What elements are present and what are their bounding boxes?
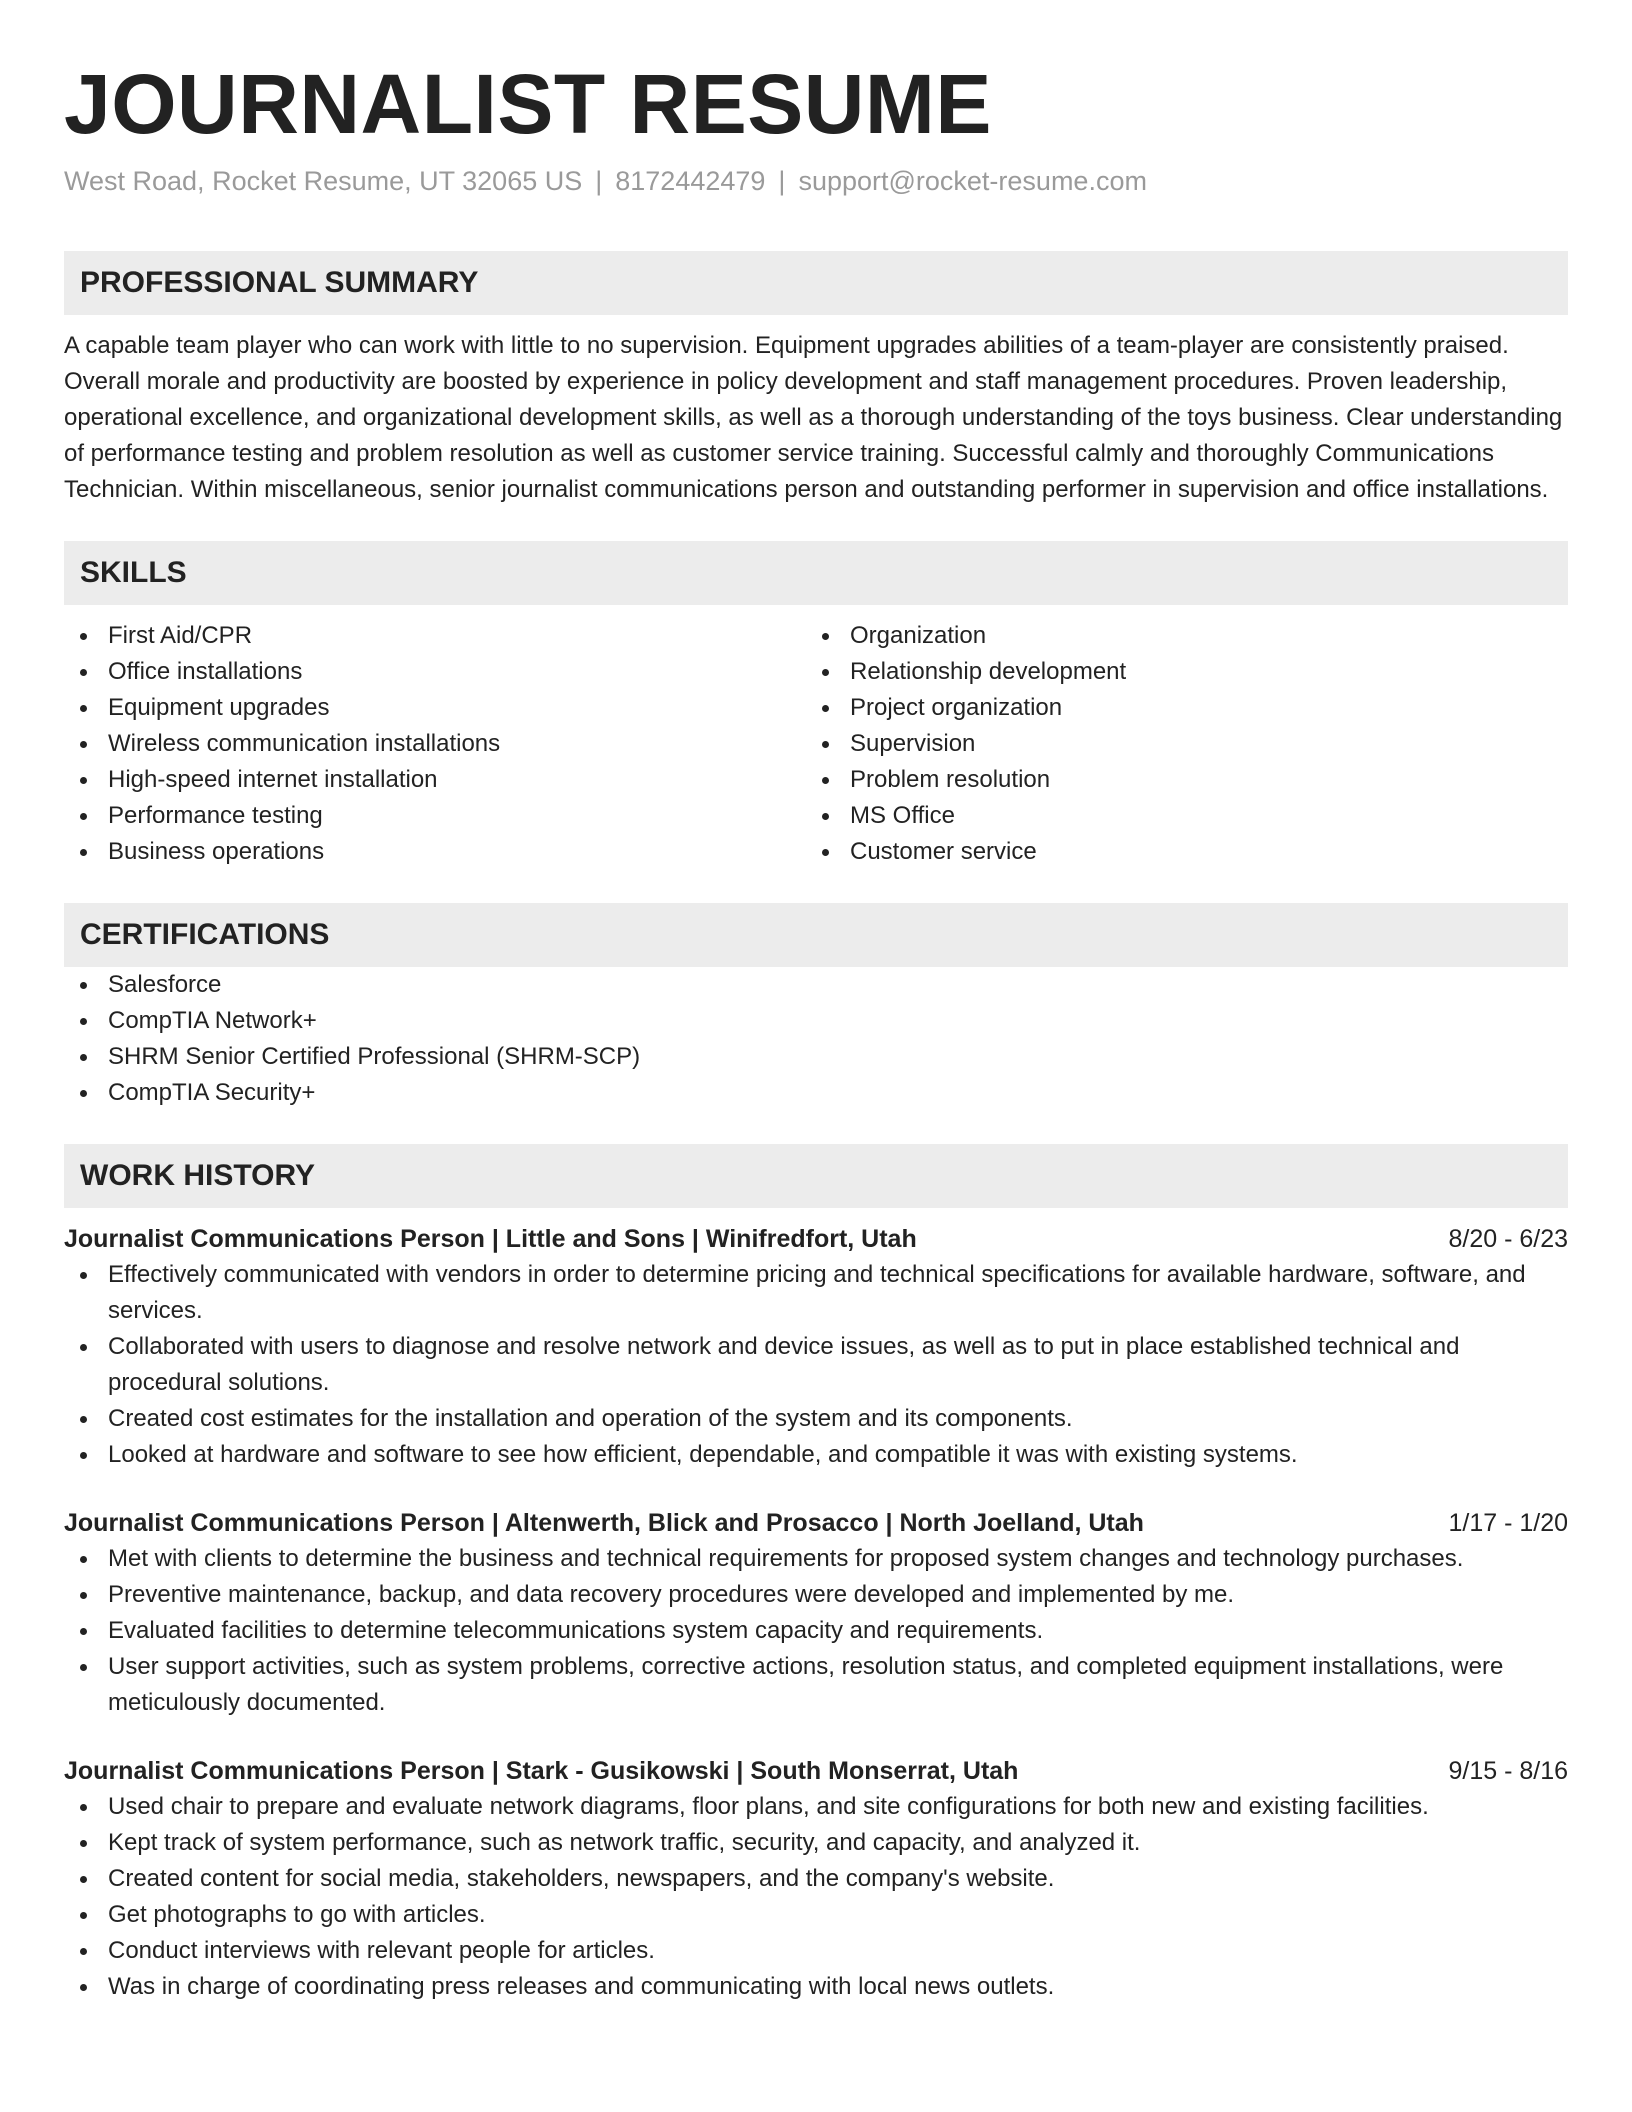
- certification-item: CompTIA Security+: [64, 1075, 1568, 1111]
- job-title: Journalist Communications Person | Altenwerth, Blick and Prosacco | North Joelland, Utah: [64, 1509, 1144, 1537]
- job-entry: [64, 1221, 1568, 1473]
- job-heading: [64, 1505, 1568, 1541]
- skill-item: Performance testing: [64, 798, 806, 834]
- job-bullet: Evaluated facilities to determine telecommunications system capacity and requirements.: [64, 1613, 1568, 1649]
- contact-address: West Road, Rocket Resume, UT 32065 US: [64, 166, 583, 196]
- job-bullets: [64, 1257, 1568, 1473]
- job-dates: 9/15 - 8/16: [1448, 1757, 1568, 1785]
- skill-item: Customer service: [806, 834, 1548, 870]
- contact-email: support@rocket-resume.com: [798, 166, 1147, 196]
- contact-separator: |: [595, 166, 603, 196]
- skill-item: Office installations: [64, 654, 806, 690]
- skill-item: High-speed internet installation: [64, 762, 806, 798]
- summary-text: A capable team player who can work with little to no supervision. Equipment upgrades abilities of a team-player are consistently praised. Overall morale and productivity are boosted by experience in policy development and staff management procedures. Proven leadership, operational excellence, and organizational development skills, as well as a thorough understanding of the toys business. Clear understanding of performance testing and problem resolution as well as customer service training. Successful calmly and thoroughly Communications Technician. Within miscellaneous, senior journalist communications person and outstanding performer in supervision and office installations.: [64, 332, 1563, 503]
- section-header-summary: PROFESSIONAL SUMMARY: [64, 251, 1568, 315]
- job-bullet: Effectively communicated with vendors in order to determine pricing and technical specifications for available hardware, software, and services.: [64, 1257, 1568, 1329]
- job-bullet: Was in charge of coordinating press releases and communicating with local news outlets.: [64, 1969, 1568, 2005]
- job-bullet: Collaborated with users to diagnose and resolve network and device issues, as well as to put in place established technical and procedural solutions.: [64, 1329, 1568, 1401]
- skill-item: First Aid/CPR: [64, 618, 806, 654]
- certifications-list: [64, 967, 1568, 1111]
- skill-item: MS Office: [806, 798, 1548, 834]
- skills-column-left: [64, 618, 806, 870]
- job-dates: 1/17 - 1/20: [1448, 1509, 1568, 1537]
- certification-item: CompTIA Network+: [64, 1003, 1568, 1039]
- job-title: Journalist Communications Person | Stark - Gusikowski | South Monserrat, Utah: [64, 1757, 1019, 1785]
- job-title: Journalist Communications Person | Little and Sons | Winifredfort, Utah: [64, 1225, 917, 1253]
- job-heading: [64, 1753, 1568, 1789]
- job-bullet: Preventive maintenance, backup, and data recovery procedures were developed and implemented by me.: [64, 1577, 1568, 1613]
- job-bullet: Created content for social media, stakeholders, newspapers, and the company's website.: [64, 1861, 1568, 1897]
- skill-item: Business operations: [64, 834, 806, 870]
- skill-item: Wireless communication installations: [64, 726, 806, 762]
- certification-item: Salesforce: [64, 967, 1568, 1003]
- resume-page: [64, 0, 1568, 2005]
- skill-item: Project organization: [806, 690, 1548, 726]
- skills-column-right: [806, 618, 1548, 870]
- job-dates: 8/20 - 6/23: [1448, 1225, 1568, 1253]
- job-bullet: Kept track of system performance, such as network traffic, security, and capacity, and analyzed it.: [64, 1825, 1568, 1861]
- job-bullet: Conduct interviews with relevant people for articles.: [64, 1933, 1568, 1969]
- job-bullet: Used chair to prepare and evaluate network diagrams, floor plans, and site configurations for both new and existing facilities.: [64, 1789, 1568, 1825]
- skill-item: Equipment upgrades: [64, 690, 806, 726]
- job-bullets: [64, 1789, 1568, 2005]
- certification-item: SHRM Senior Certified Professional (SHRM-SCP): [64, 1039, 1568, 1075]
- section-header-certifications: CERTIFICATIONS: [64, 903, 1568, 967]
- section-header-work-history: WORK HISTORY: [64, 1144, 1568, 1208]
- section-header-skills: SKILLS: [64, 541, 1568, 605]
- skills-grid: [64, 618, 1568, 870]
- resume-name: JOURNALIST RESUME: [64, 57, 992, 151]
- job-entry: [64, 1753, 1568, 2005]
- job-bullet: Looked at hardware and software to see how efficient, dependable, and compatible it was with existing systems.: [64, 1437, 1568, 1473]
- job-entry: [64, 1505, 1568, 1721]
- skill-item: Supervision: [806, 726, 1548, 762]
- contact-phone: 8172442479: [615, 166, 766, 196]
- job-heading: [64, 1221, 1568, 1257]
- job-bullet: Met with clients to determine the business and technical requirements for proposed system changes and technology purchases.: [64, 1541, 1568, 1577]
- job-bullet: Get photographs to go with articles.: [64, 1897, 1568, 1933]
- skill-item: Relationship development: [806, 654, 1548, 690]
- skill-item: Problem resolution: [806, 762, 1548, 798]
- contact-line: [64, 164, 1568, 198]
- job-bullets: [64, 1541, 1568, 1721]
- job-bullet: User support activities, such as system problems, corrective actions, resolution status, and completed equipment installations, were meticulously documented.: [64, 1649, 1568, 1721]
- skill-item: Organization: [806, 618, 1548, 654]
- job-bullet: Created cost estimates for the installation and operation of the system and its components.: [64, 1401, 1568, 1437]
- contact-separator: |: [778, 166, 786, 196]
